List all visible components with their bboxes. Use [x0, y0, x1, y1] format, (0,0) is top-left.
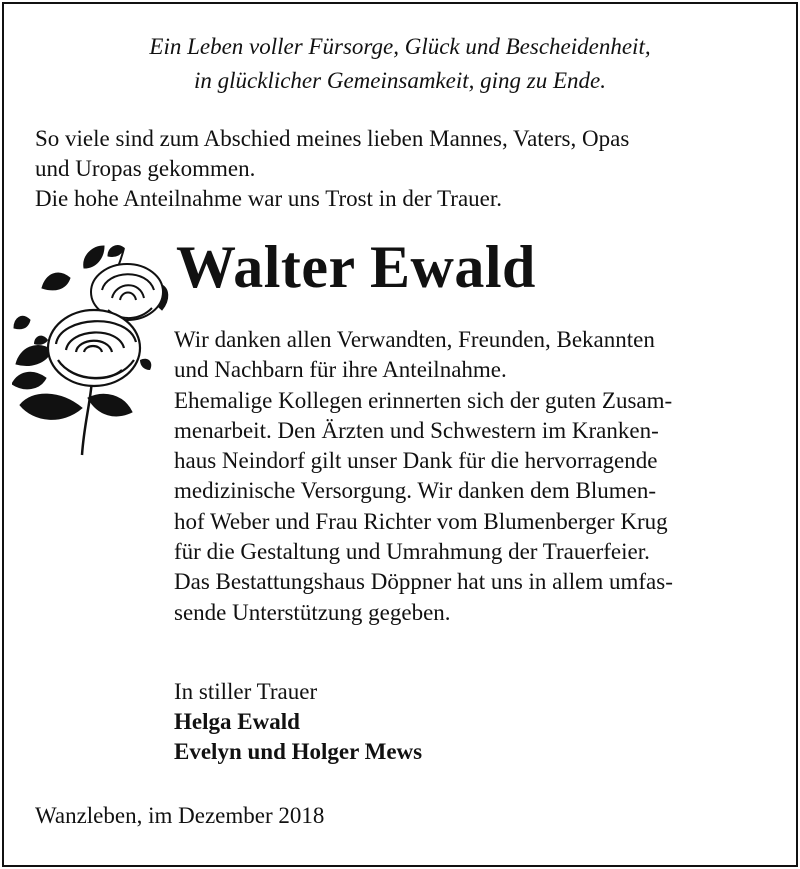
thanks-line: sende Unterstützung gegeben. [174, 599, 451, 625]
intro-text [35, 124, 775, 214]
thanks-text [174, 325, 764, 628]
intro-line-1: So viele sind zum Abschied meines lieben Mannes, Vaters, Opas [35, 126, 630, 151]
thanks-line: und Nachbarn für ihre Anteilnahme. [174, 357, 507, 383]
closing-block [174, 677, 422, 767]
thanks-line: hof Weber und Frau Richter vom Blumenberger Krug [174, 508, 668, 534]
thanks-line: menarbeit. Den Ärzten und Schwestern im Kranken- [174, 417, 659, 443]
thanks-line: haus Neindorf gilt unser Dank für die hervorragende [174, 448, 658, 474]
thanks-line: medizinische Versorgung. Wir danken dem Blumen- [174, 478, 656, 504]
motto [0, 30, 800, 98]
thanks-line: Wir danken allen Verwandten, Freunden, Bekannten [174, 327, 655, 352]
mourner-name-1: Helga Ewald [174, 709, 300, 734]
rose-icon [12, 240, 172, 460]
intro-line-2: und Uropas gekommen. [35, 156, 256, 181]
thanks-line: Das Bestattungshaus Döppner hat uns in allem umfas- [174, 569, 673, 595]
deceased-name: Walter Ewald [176, 234, 536, 300]
mourner-name-2: Evelyn und Holger Mews [174, 739, 423, 764]
closing-greeting: In stiller Trauer [174, 679, 318, 704]
thanks-line: für die Gestaltung und Umrahmung der Trauerfeier. [174, 539, 650, 565]
thanks-line: Ehemalige Kollegen erinnerten sich der guten Zusam- [174, 387, 673, 413]
motto-line-1: Ein Leben voller Fürsorge, Glück und Bescheidenheit, [149, 34, 651, 59]
intro-line-3: Die hohe Anteilnahme war uns Trost in der Trauer. [35, 186, 502, 211]
motto-line-2: in glücklicher Gemeinsamkeit, ging zu Ende. [194, 68, 606, 93]
place-date: Wanzleben, im Dezember 2018 [35, 803, 325, 828]
